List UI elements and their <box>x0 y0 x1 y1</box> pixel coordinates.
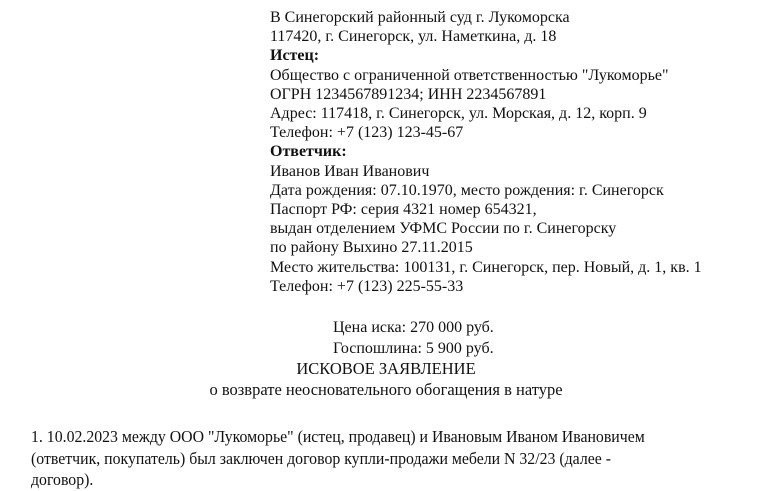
plaintiff-registration: ОГРН 1234567891234; ИНН 2234567891 <box>270 85 547 103</box>
claim-values-block <box>333 317 494 359</box>
plaintiff-name: Общество с ограниченной ответственностью "Лукоморье" <box>270 66 669 84</box>
addressee-block <box>270 8 750 296</box>
plaintiff-label: Истец: <box>270 47 320 65</box>
plaintiff-address: Адрес: 117418, г. Синегорск, ул. Морская, д. 12, корп. 9 <box>270 105 647 123</box>
plaintiff-phone: Телефон: +7 (123) 123-45-67 <box>270 124 464 142</box>
court-name: В Синегорский районный суд г. Лукоморска <box>270 9 570 26</box>
body-paragraph-1 <box>31 426 751 491</box>
defendant-passport-line3: по району Выхино 27.11.2015 <box>270 239 473 257</box>
defendant-passport-line1: Паспорт РФ: серия 4321 номер 654321, <box>270 201 537 219</box>
defendant-residence: Место жительства: 100131, г. Синегорск, пер. Новый, д. 1, кв. 1 <box>270 258 702 276</box>
court-address: 117420, г. Синегорск, ул. Наметкина, д. 18 <box>270 28 557 46</box>
defendant-birth: Дата рождения: 07.10.1970, место рождения: г. Синегорск <box>270 181 664 199</box>
paragraph-line: договор). <box>31 470 94 489</box>
document-subtitle: о возврате неосновательного обогащения в натуре <box>209 380 563 399</box>
claim-price: Цена иска: 270 000 руб. <box>333 319 494 336</box>
paragraph-line: (ответчик, покупатель) был заключен договор купли-продажи мебели N 32/23 (далее - <box>31 448 611 468</box>
paragraph-line: 1. 10.02.2023 между ООО "Лукоморье" (истец, продавец) и Ивановым Иваном Ивановичем <box>31 427 645 446</box>
defendant-phone: Телефон: +7 (123) 225-55-33 <box>270 277 464 295</box>
defendant-name: Иванов Иван Иванович <box>270 162 430 180</box>
state-fee: Госпошлина: 5 900 руб. <box>333 340 494 357</box>
document-title: ИСКОВОЕ ЗАЯВЛЕНИЕ <box>296 359 476 378</box>
defendant-label: Ответчик: <box>270 143 347 161</box>
defendant-passport-line2: выдан отделением УФМС России по г. Синегорску <box>270 220 617 238</box>
